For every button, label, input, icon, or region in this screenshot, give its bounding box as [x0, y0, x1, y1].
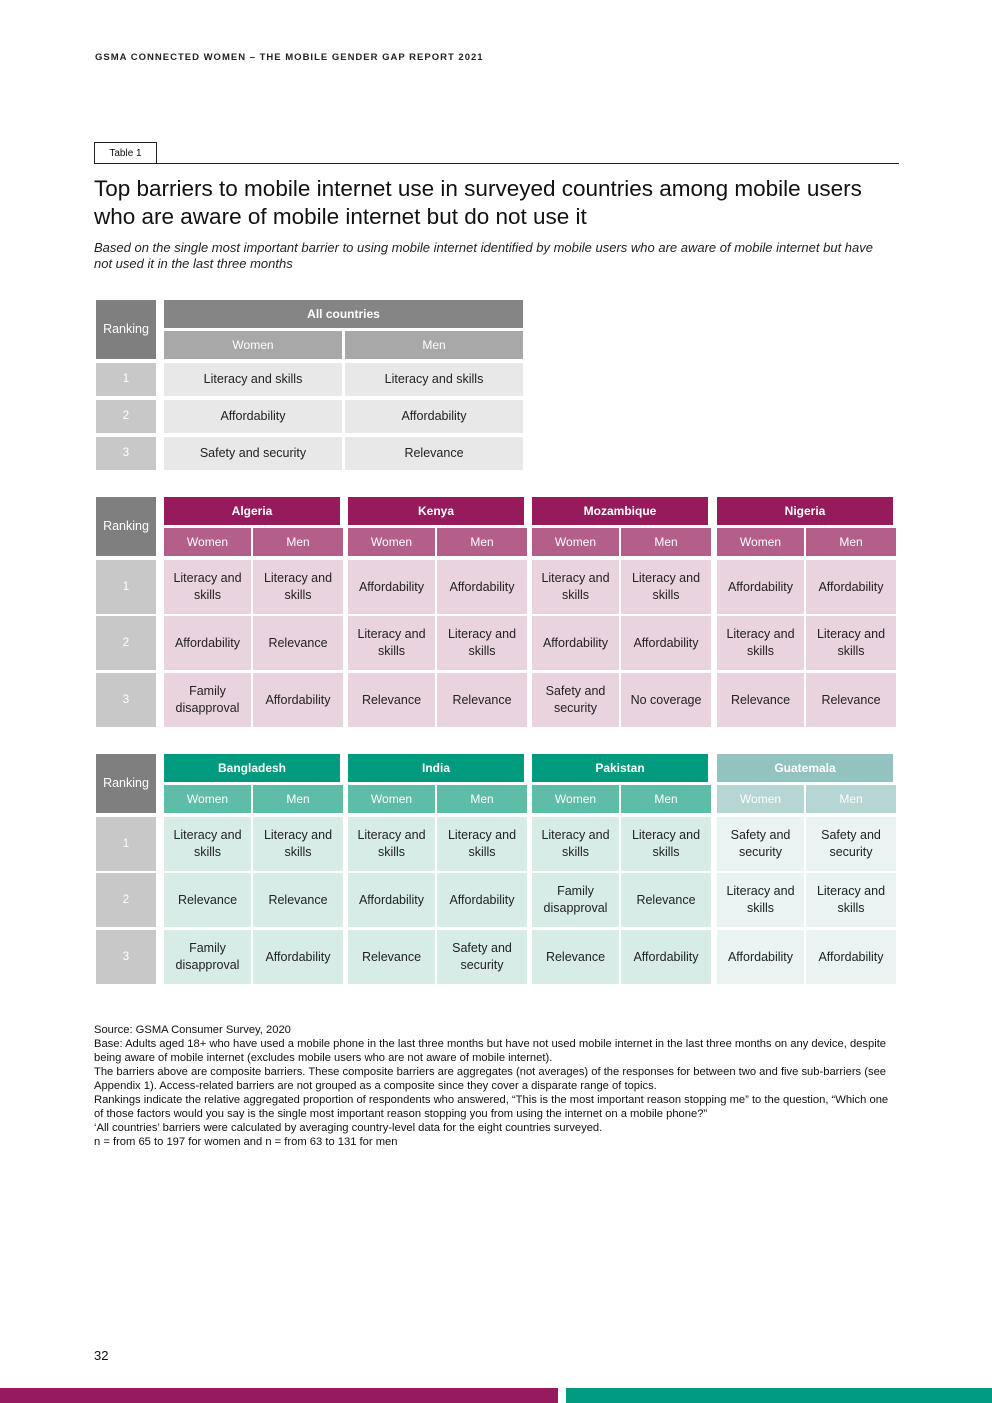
barrier-cell: Literacy and skills — [348, 817, 435, 871]
barrier-cell: Literacy and skills — [621, 560, 711, 614]
rank-number: 2 — [96, 400, 156, 433]
barrier-cell: Affordability — [345, 400, 523, 433]
barrier-cell: Relevance — [806, 673, 896, 727]
note-composite: The barriers above are composite barriers. These composite barriers are aggregates (not averages) of the responses for between two and five sub-barriers (see Appendix 1). Access-related barriers are not grouped as a composite since they cover a disparate range of topics. — [94, 1066, 887, 1092]
women-header: Women — [717, 785, 804, 813]
women-header: Women — [164, 785, 251, 813]
country-header-pakistan: Pakistan — [532, 754, 708, 782]
rank-number: 3 — [96, 673, 156, 727]
women-header: Women — [164, 331, 342, 359]
men-header: Men — [621, 528, 711, 556]
report-header: GSMA CONNECTED WOMEN – THE MOBILE GENDER GAP REPORT 2021 — [95, 52, 484, 63]
barrier-cell: Safety and security — [532, 673, 619, 727]
barrier-cell: No coverage — [621, 673, 711, 727]
barrier-cell: Literacy and skills — [164, 560, 251, 614]
footer-bar-teal — [566, 1388, 992, 1403]
rank-number: 2 — [96, 616, 156, 670]
barrier-cell: Literacy and skills — [164, 363, 342, 396]
barrier-cell: Literacy and skills — [437, 616, 527, 670]
barrier-cell: Family disapproval — [164, 673, 251, 727]
page-subtitle: Based on the single most important barrier to using mobile internet identified by mobile users who are aware of mobile internet but have not used it in the last three months — [94, 240, 873, 271]
barrier-cell: Affordability — [164, 616, 251, 670]
barrier-cell: Affordability — [348, 560, 435, 614]
country-header-kenya: Kenya — [348, 497, 524, 525]
barrier-cell: Relevance — [164, 873, 251, 927]
women-header: Women — [532, 528, 619, 556]
women-header: Women — [348, 785, 435, 813]
women-header: Women — [164, 528, 251, 556]
country-header-mozambique: Mozambique — [532, 497, 708, 525]
barrier-cell: Literacy and skills — [253, 817, 343, 871]
barrier-cell: Relevance — [717, 673, 804, 727]
barrier-cell: Affordability — [532, 616, 619, 670]
barrier-cell: Safety and security — [164, 437, 342, 470]
note-source: Source: GSMA Consumer Survey, 2020 — [94, 1024, 291, 1036]
barrier-cell: Literacy and skills — [532, 817, 619, 871]
barrier-cell: Affordability — [717, 930, 804, 984]
source-notes — [94, 1023, 894, 1149]
barrier-cell: Safety and security — [717, 817, 804, 871]
page-number: 32 — [94, 1348, 109, 1363]
rank-number: 1 — [96, 560, 156, 614]
barrier-cell: Literacy and skills — [717, 616, 804, 670]
ranking-header: Ranking — [96, 300, 156, 359]
footer-bar-purple — [0, 1388, 558, 1403]
barrier-cell: Literacy and skills — [621, 817, 711, 871]
rank-number: 3 — [96, 437, 156, 470]
women-header: Women — [348, 528, 435, 556]
country-header-guatemala: Guatemala — [717, 754, 893, 782]
barrier-cell: Literacy and skills — [164, 817, 251, 871]
barrier-cell: Relevance — [253, 873, 343, 927]
men-header: Men — [437, 785, 527, 813]
barrier-cell: Literacy and skills — [806, 873, 896, 927]
barrier-cell: Relevance — [532, 930, 619, 984]
women-header: Women — [717, 528, 804, 556]
barrier-cell: Safety and security — [806, 817, 896, 871]
barrier-cell: Relevance — [437, 673, 527, 727]
barrier-cell: Literacy and skills — [253, 560, 343, 614]
barrier-cell: Affordability — [437, 560, 527, 614]
barrier-cell: Literacy and skills — [532, 560, 619, 614]
barrier-cell: Affordability — [348, 873, 435, 927]
ranking-header: Ranking — [96, 754, 156, 813]
barrier-cell: Family disapproval — [532, 873, 619, 927]
note-base: Base: Adults aged 18+ who have used a mobile phone in the last three months but have not used mobile internet in the last three months on any device, despite being aware of mobile internet (excludes mobile users who are not aware of mobile internet). — [94, 1038, 887, 1064]
men-header: Men — [437, 528, 527, 556]
barrier-cell: Family disapproval — [164, 930, 251, 984]
men-header: Men — [621, 785, 711, 813]
table-label: Table 1 — [94, 142, 157, 163]
note-rankings: Rankings indicate the relative aggregated proportion of respondents who answered, “This is the most important reason stopping me” to the question, “Which one of those factors would you say is the single most important reason stopping you from using the internet on a mobile phone?” — [94, 1094, 889, 1120]
barrier-cell: Literacy and skills — [348, 616, 435, 670]
barrier-cell: Affordability — [717, 560, 804, 614]
barrier-cell: Affordability — [253, 930, 343, 984]
rank-number: 1 — [96, 363, 156, 396]
title-rule — [94, 163, 899, 164]
note-sample-size: n = from 65 to 197 for women and n = from 63 to 131 for men — [94, 1136, 398, 1148]
rank-number: 2 — [96, 873, 156, 927]
barrier-cell: Relevance — [348, 673, 435, 727]
country-header-all-countries: All countries — [164, 300, 523, 328]
country-header-nigeria: Nigeria — [717, 497, 893, 525]
barrier-cell: Literacy and skills — [437, 817, 527, 871]
ranking-header: Ranking — [96, 497, 156, 556]
men-header: Men — [253, 528, 343, 556]
barrier-cell: Affordability — [621, 930, 711, 984]
men-header: Men — [806, 528, 896, 556]
barrier-cell: Affordability — [806, 560, 896, 614]
barrier-cell: Literacy and skills — [717, 873, 804, 927]
women-header: Women — [532, 785, 619, 813]
barrier-cell: Relevance — [253, 616, 343, 670]
barrier-cell: Affordability — [253, 673, 343, 727]
men-header: Men — [345, 331, 523, 359]
note-all-countries: ‘All countries’ barriers were calculated by averaging country-level data for the eight countries surveyed. — [94, 1122, 603, 1134]
barrier-cell: Affordability — [621, 616, 711, 670]
country-header-algeria: Algeria — [164, 497, 340, 525]
barrier-cell: Literacy and skills — [345, 363, 523, 396]
rank-number: 1 — [96, 817, 156, 871]
barrier-cell: Affordability — [437, 873, 527, 927]
barrier-cell: Relevance — [348, 930, 435, 984]
barrier-cell: Relevance — [621, 873, 711, 927]
rank-number: 3 — [96, 930, 156, 984]
barrier-cell: Literacy and skills — [806, 616, 896, 670]
page-title: Top barriers to mobile internet use in surveyed countries among mobile users who are aware of mobile internet but do not use it — [94, 176, 862, 229]
barrier-cell: Affordability — [806, 930, 896, 984]
barrier-cell: Affordability — [164, 400, 342, 433]
country-header-india: India — [348, 754, 524, 782]
country-header-bangladesh: Bangladesh — [164, 754, 340, 782]
barrier-cell: Safety and security — [437, 930, 527, 984]
men-header: Men — [253, 785, 343, 813]
men-header: Men — [806, 785, 896, 813]
barrier-cell: Relevance — [345, 437, 523, 470]
